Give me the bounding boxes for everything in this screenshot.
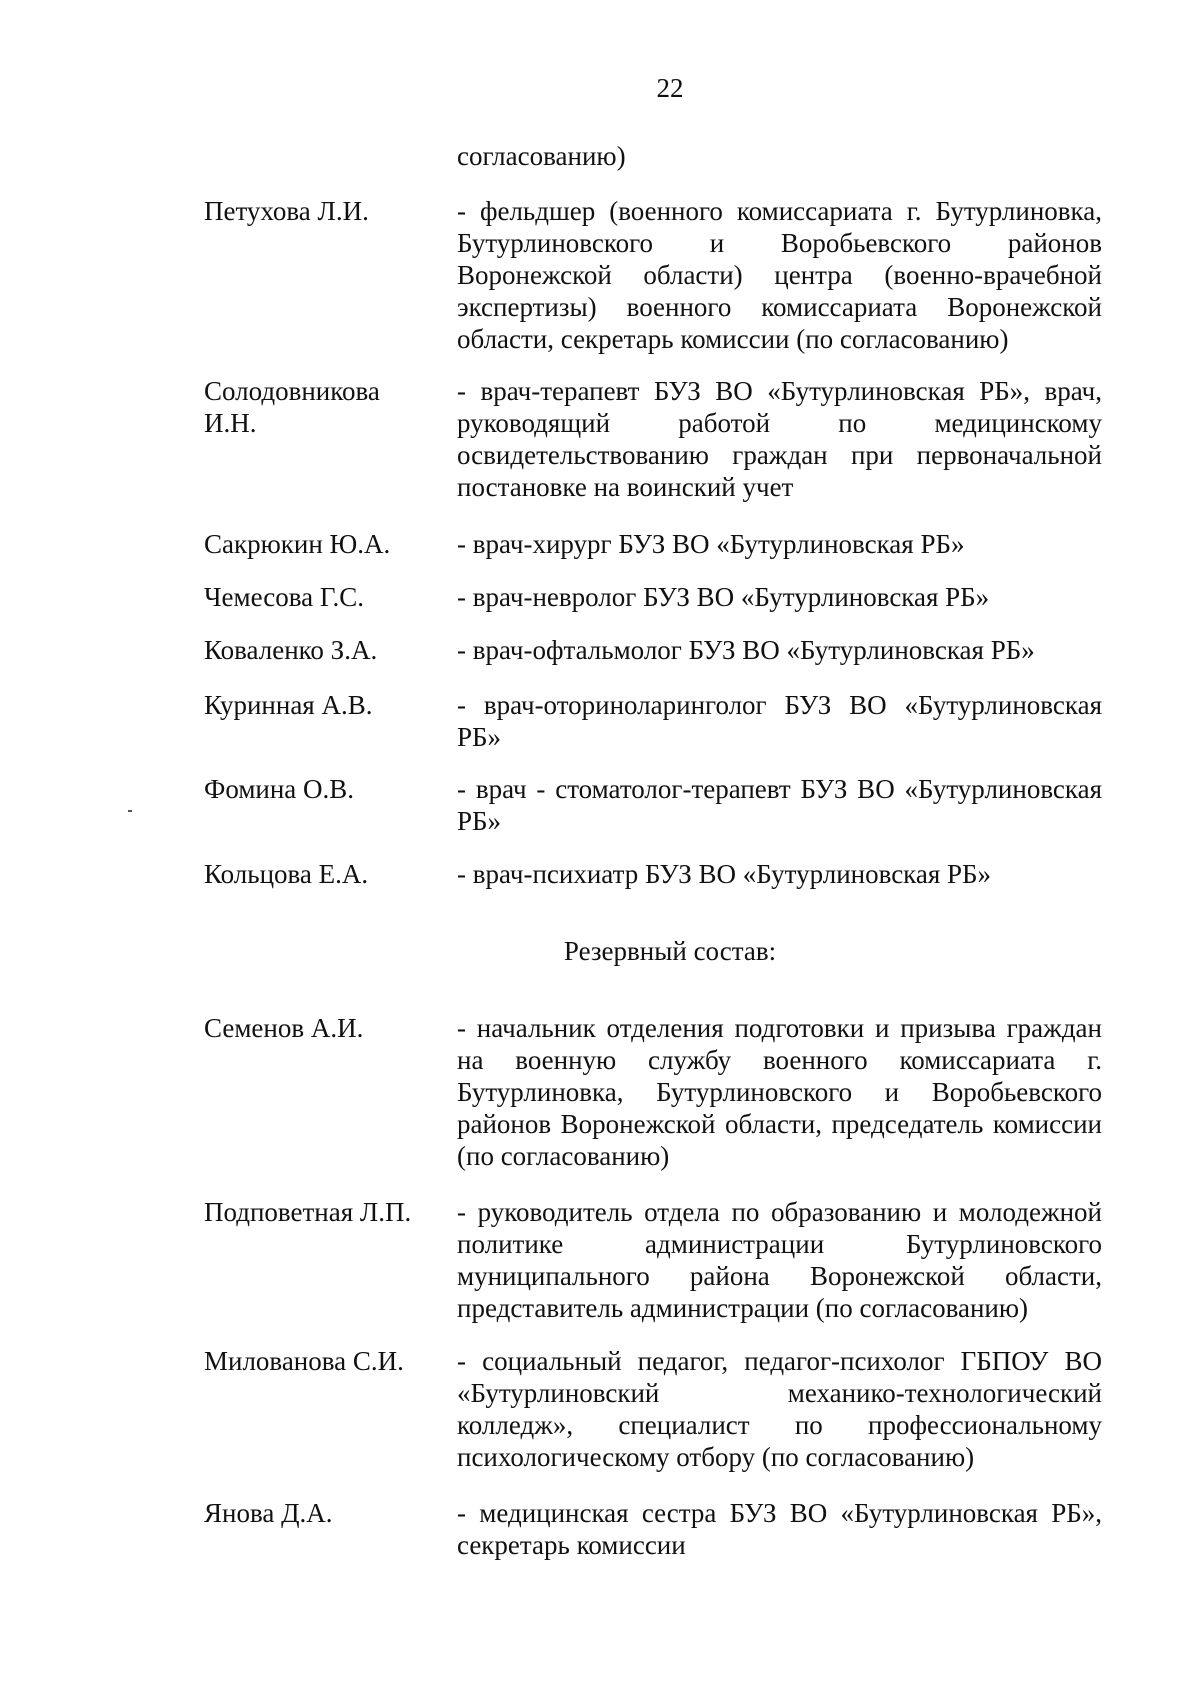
member-name: Фомина О.В. [204, 774, 355, 804]
reserve-role: - социальный педагог, педагог-психолог ГБПОУ ВО «Бутурлиновский механико-технологический колледж», специалист по профессиональному психологическому отбору (по согласованию) [457, 1346, 1102, 1472]
reserve-role: - руководитель отдела по образованию и молодежной политике администрации Бутурлиновского муниципального района Воронежской области, представитель администрации (по согласованию) [457, 1197, 1102, 1323]
reserve-name: Милованова С.И. [204, 1346, 404, 1376]
reserve-name: Семенов А.И. [204, 1013, 364, 1043]
reserve-role: - начальник отделения подготовки и призыва граждан на военную службу военного комиссариата г. Бутурлиновка, Бутурлиновского и Воробьевского районов Воронежской области, председатель комиссии (по согласованию) [457, 1013, 1102, 1171]
member-role: - врач-офтальмолог БУЗ ВО «Бутурлиновская РБ» [457, 635, 1035, 665]
member-role: - врач-хирург БУЗ ВО «Бутурлиновская РБ» [457, 529, 965, 559]
section-title: Резервный состав: [563, 936, 777, 966]
member-name: Куринная А.В. [204, 690, 373, 720]
member-name: Кольцова Е.А. [204, 859, 369, 889]
page-number: 22 [656, 73, 684, 103]
member-role: - врач-невролог БУЗ ВО «Бутурлиновская РБ» [457, 582, 990, 612]
member-name: Чемесова Г.С. [204, 582, 364, 612]
member-role: - врач-оториноларинголог БУЗ ВО «Бутурлиновская РБ» [457, 690, 1102, 752]
member-name: Петухова Л.И. [204, 196, 369, 226]
member-role: - врач - стоматолог-терапевт БУЗ ВО «Бутурлиновская РБ» [457, 774, 1102, 836]
continuation-text: согласованию) [457, 141, 626, 171]
stray-mark [128, 810, 132, 812]
member-role: - фельдшер (военного комиссариата г. Бутурлиновка, Бутурлиновского и Воробьевского районов Воронежской области) центра (военно-врачебной экспертизы) военного комиссариата Воронежской области, секретарь комиссии (по согласованию) [457, 196, 1102, 354]
reserve-name: Подповетная Л.П. [204, 1197, 412, 1227]
reserve-name: Янова Д.А. [204, 1498, 333, 1528]
reserve-role: - медицинская сестра БУЗ ВО «Бутурлиновская РБ», секретарь комиссии [457, 1498, 1102, 1560]
member-role: - врач-психиатр БУЗ ВО «Бутурлиновская РБ» [457, 859, 992, 889]
member-name: Коваленко З.А. [204, 635, 378, 665]
member-name: Сакрюкин Ю.А. [204, 529, 391, 559]
member-name: Солодовникова И.Н. [204, 376, 380, 438]
member-role: - врач-терапевт БУЗ ВО «Бутурлиновская РБ», врач, руководящий работой по медицинскому освидетельствованию граждан при первоначальной постановке на воинский учет [457, 376, 1102, 502]
